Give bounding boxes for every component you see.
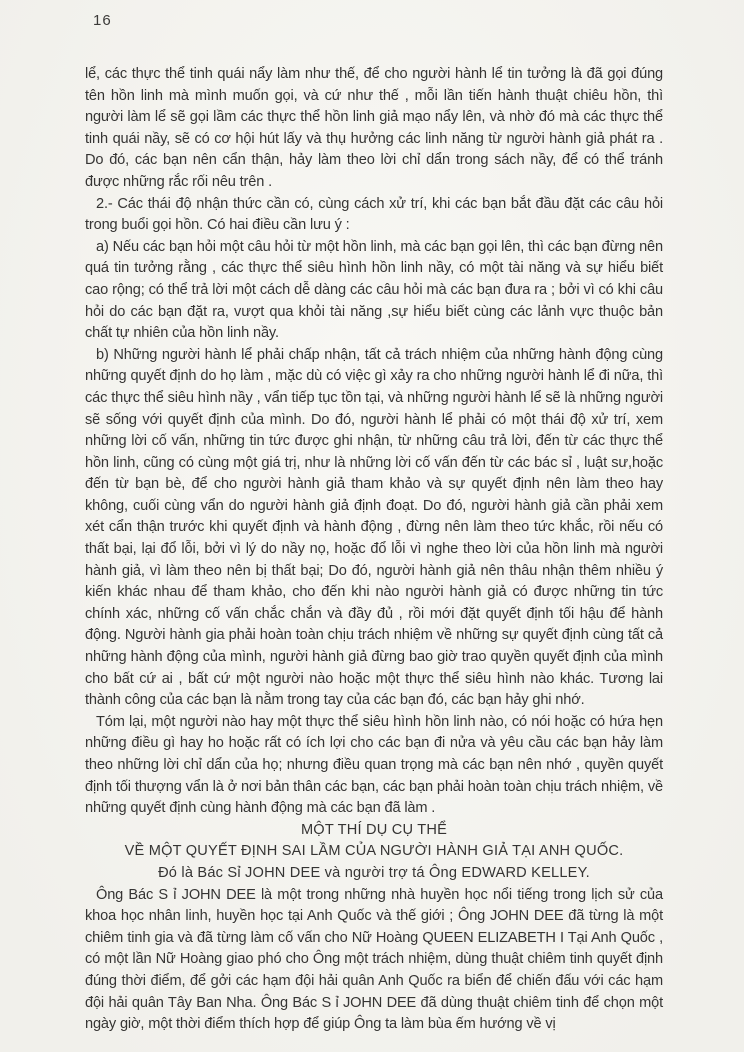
paragraph-item-2: 2.- Các thái độ nhận thức cần có, cùng cách xử trí, khi các bạn bắt đầu đặt các câu hỏi trong buổi gọi hồn. Có hai điều cần lưu ý : <box>85 195 663 234</box>
section-heading-line-3: Đó là Bác Sỉ JOHN DEE và người trợ tá Ông EDWARD KELLEY. <box>158 864 590 881</box>
section-heading-line-1: MỘT THÍ DỤ CỤ THỂ <box>300 821 448 838</box>
paragraph-item-a: a) Nếu các bạn hỏi một câu hỏi từ một hồn linh, mà các bạn gọi lên, thì các bạn đừng nên quá tin tưởng rằng , các thực thể siêu hình hồn linh nầy, có một tài năng và sự hiểu biết cao rộng; có thể trả lời một cách dễ dàng các câu hỏi mà các bạn đưa ra ; bởi vì có khi câu hỏi do các bạn đặt ra, vượt qua khỏi tài năng ,sự hiểu biết cùng các lảnh vực thuộc bản chất tự nhiên của hồn linh nầy. <box>85 238 663 342</box>
text-block <box>85 64 663 1036</box>
section-heading-line-2: VỀ MỘT QUYẾT ĐỊNH SAI LẦM CỦA NGƯỜI HÀNH GIẢ TẠI ANH QUỐC. <box>124 843 624 860</box>
paragraph-john-dee: Ông Bác S ỉ JOHN DEE là một trong những nhà huyền học nổi tiếng trong lịch sử của khoa học nhân linh, huyền học tại Anh Quốc và thế giới ; Ông JOHN DEE đã từng là một chiêm tinh gia và đã từng làm cố vấn cho Nữ Hoàng QUEEN ELIZABETH I Tại Anh Quốc , có một lần Nữ Hoàng giao phó cho Ông một trách nhiệm, dùng thuật chiêm tinh quyết định đúng thời điểm, để gởi các hạm đội hải quân Anh Quốc ra biển để chiến đấu với các hạm đội hải quân Tây Ban Nha. Ông Bác S ỉ JOHN DEE đã dùng thuật chiêm tinh để chọn một ngày giờ, một thời điểm thích hợp để giúp Ông ta làm bùa ếm hướng về vị <box>85 886 663 1033</box>
paragraph-continuation: lể, các thực thể tinh quái nẩy làm như thế, để cho người hành lể tin tưởng là đã gọi đúng tên hồn linh mà mình muốn gọi, và cứ như thế , mỗi lần tiến hành thuật chiêu hồn, thì người làm lể sẽ gọi lầm các thực thể hồn linh giả mạo nẩy lên, và nhờ đó mà các thực thể tinh quái nầy, sẽ có cơ hội hút lấy và thụ hưởng các linh năng từ người hành giả phát ra . Do đó, các bạn nên cẩn thận, hảy làm theo lời chỉ dẩn trong sách nầy, để có thể tránh được những rắc rối nêu trên . <box>85 66 663 190</box>
paragraph-summary: Tóm lại, một người nào hay một thực thể siêu hình hồn linh nào, có nói hoặc có hứa hẹn những điều gì hay ho hoặc rất có ích lợi cho các bạn đi nửa và yêu cầu các bạn hảy làm theo những lời chỉ dẩn của họ; nhưng điều quan trọng mà các bạn nên nhớ , quyền quyết định tối thượng vẩn là ở nơi bản thân các bạn, các bạn phải hoàn toàn chịu trách nhiệm, về những quyết định cùng hành động mà các bạn đã làm . <box>85 713 663 817</box>
page-number: 16 <box>93 12 112 29</box>
paragraph-item-b: b) Những người hành lể phải chấp nhận, tất cả trách nhiệm của những hành động cùng những quyết định do họ làm , mặc dù có việc gì xảy ra cho những người hành lể đi nữa, thì các thực thể siêu hình nầy , vẩn tiếp tục tồn tại, và những người hành lể sẽ là những người sẽ sống với quyết định của mình. Do đó, người hành lể phải có một thái độ xử trí, xem những lời cố vấn, những tin tức được ghi nhận, từ những câu trả lời, đến từ các thực thể hồn linh, cũng có cùng một giá trị, như là những lời cố vấn đến từ các bác sỉ , luật sư,hoặc đến từ bạn bè, để cho người hành giả tham khảo và sự quyết định nên làm theo hay không, cuối cùng vẩn do người hành giả định đoạt. Do đó, người hành giả cần phải xem xét cẩn thận trước khi quyết định và hành động , đừng nên làm theo tức khắc, rồi nếu có thất bại, lại đổ lỗi, bởi vì lý do nầy nọ, hoặc đổ lỗi vì nghe theo lời của hồn linh mà người hành giả, vì làm theo nên bị thất bại; Do đó, người hành giả nên thâu nhận thêm nhiều ý kiến khác nhau để tham khảo, cho đến khi nào người hành giả có được những tin tức chính xác, những cố vấn chắc chắn và đầy đủ , rồi mới đặt quyết định tối hậu để hành động. Người hành gia phải hoàn toàn chịu trách nhiệm về những sự quyết định cùng tất cả những hành động của mình, người hành giả đừng bao giờ trao quyền quyết định của mình cho bất cứ ai , bất cứ một người nào hoặc một thực thể siêu hình nào khác. Tương lai thành công của các bạn là nằm trong tay của các bạn đó, các bạn hảy ghi nhớ. <box>85 346 663 709</box>
